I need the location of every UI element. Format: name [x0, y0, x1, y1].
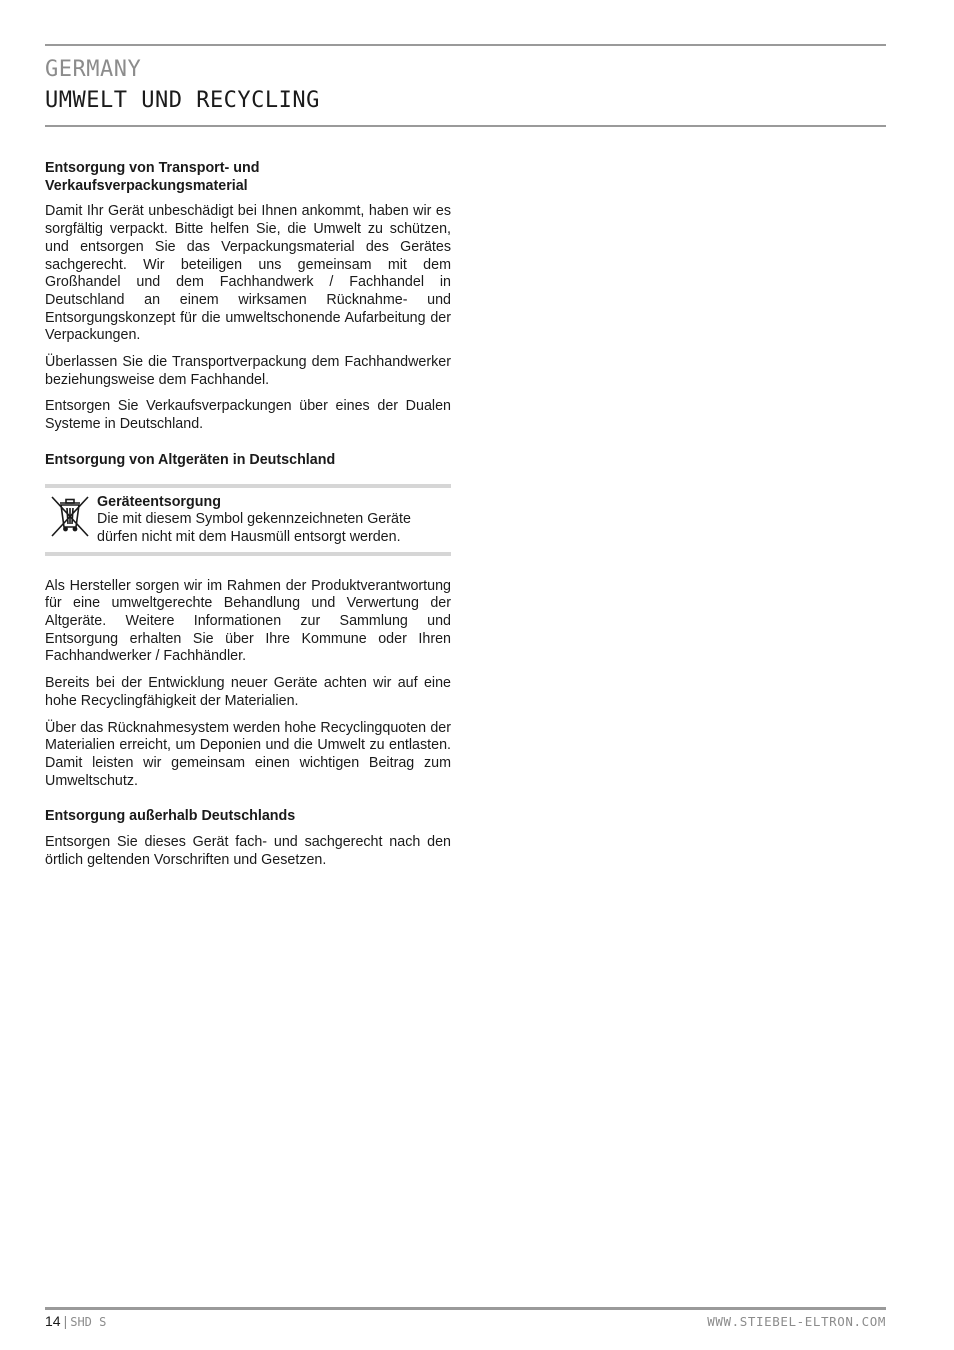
page-number: 14: [45, 1313, 61, 1329]
footer-website: WWW.STIEBEL-ELTRON.COM: [707, 1314, 886, 1329]
packaging-paragraph-2: Überlassen Sie die Transportverpackung dem Fachhandwerker beziehungsweise dem Fachhandel.: [45, 354, 451, 388]
crossed-out-wheelie-bin-icon: [47, 494, 93, 540]
outside-germany-paragraph-1: Entsorgen Sie dieses Gerät fach- und sachgerecht nach den örtlich geltenden Vorschriften und Gesetzen.: [45, 834, 451, 868]
section-heading-packaging-line2: Verkaufsverpackungsmaterial: [45, 177, 248, 194]
footer-separator: |: [63, 1313, 68, 1329]
section-heading-packaging-line1: Entsorgung von Transport- und: [45, 160, 260, 176]
packaging-paragraph-3: Entsorgen Sie Verkaufsverpackungen über eines der Dualen Systeme in Deutschland.: [45, 398, 451, 433]
notice-body: Die mit diesem Symbol gekennzeichneten Geräte dürfen nicht mit dem Hausmüll entsorgt werden.: [97, 511, 411, 545]
footer-model: SHD S: [70, 1315, 107, 1329]
page-title: UMWELT UND RECYCLING: [45, 88, 320, 113]
header-bottom-rule: [45, 125, 886, 127]
old-devices-paragraph-2: Bereits bei der Entwicklung neuer Geräte achten wir auf eine hohe Recyclingfähigkeit der Materialien.: [45, 675, 451, 709]
packaging-paragraph-1: Damit Ihr Gerät unbeschädigt bei Ihnen ankommt, haben wir es sorgfältig verpackt. Bitte helfen Sie, die Umwelt zu schützen, und entsorgen Sie das Verpackungsmaterial des Gerätes sachgerecht. Wir beteiligen uns gemeinsam mit dem Großhandel und dem Fachhandwerk / Fachhandel in Deutschland an einem wirksamen Rücknahme- und Entsorgungskonzept für die umweltschonende Aufarbeitung der Verpackungen.: [45, 203, 451, 344]
section-heading-packaging: [45, 160, 451, 195]
section-heading-outside-germany: Entsorgung außerhalb Deutschlands: [45, 808, 296, 825]
header-top-rule: [45, 44, 886, 46]
section-heading-old-devices: Entsorgung von Altgeräten in Deutschland: [45, 451, 336, 468]
old-devices-paragraph-3: Über das Rücknahmesystem werden hohe Recyclingquoten der Materialien erreicht, um Deponien und die Umwelt zu entlasten. Damit leisten wir gemeinsam einen wichtigen Beitrag zum Umweltschutz.: [45, 719, 451, 789]
disposal-notice-box: [45, 484, 451, 556]
footer-left: [45, 1312, 106, 1331]
old-devices-paragraph-1: Als Hersteller sorgen wir im Rahmen der Produktverantwortung für eine umweltgerechte Behandlung und Verwertung der Altgeräte. Weitere Informationen zur Sammlung und Entsorgung erhalten Sie über Ihre Kommune oder Ihren Fachhandwerker / Fachhändler.: [45, 577, 451, 665]
main-column: [45, 160, 451, 879]
notice-text: [97, 494, 451, 547]
header-country: GERMANY: [45, 57, 142, 82]
footer-rule: [45, 1307, 886, 1310]
notice-title: Geräteentsorgung: [97, 493, 221, 510]
